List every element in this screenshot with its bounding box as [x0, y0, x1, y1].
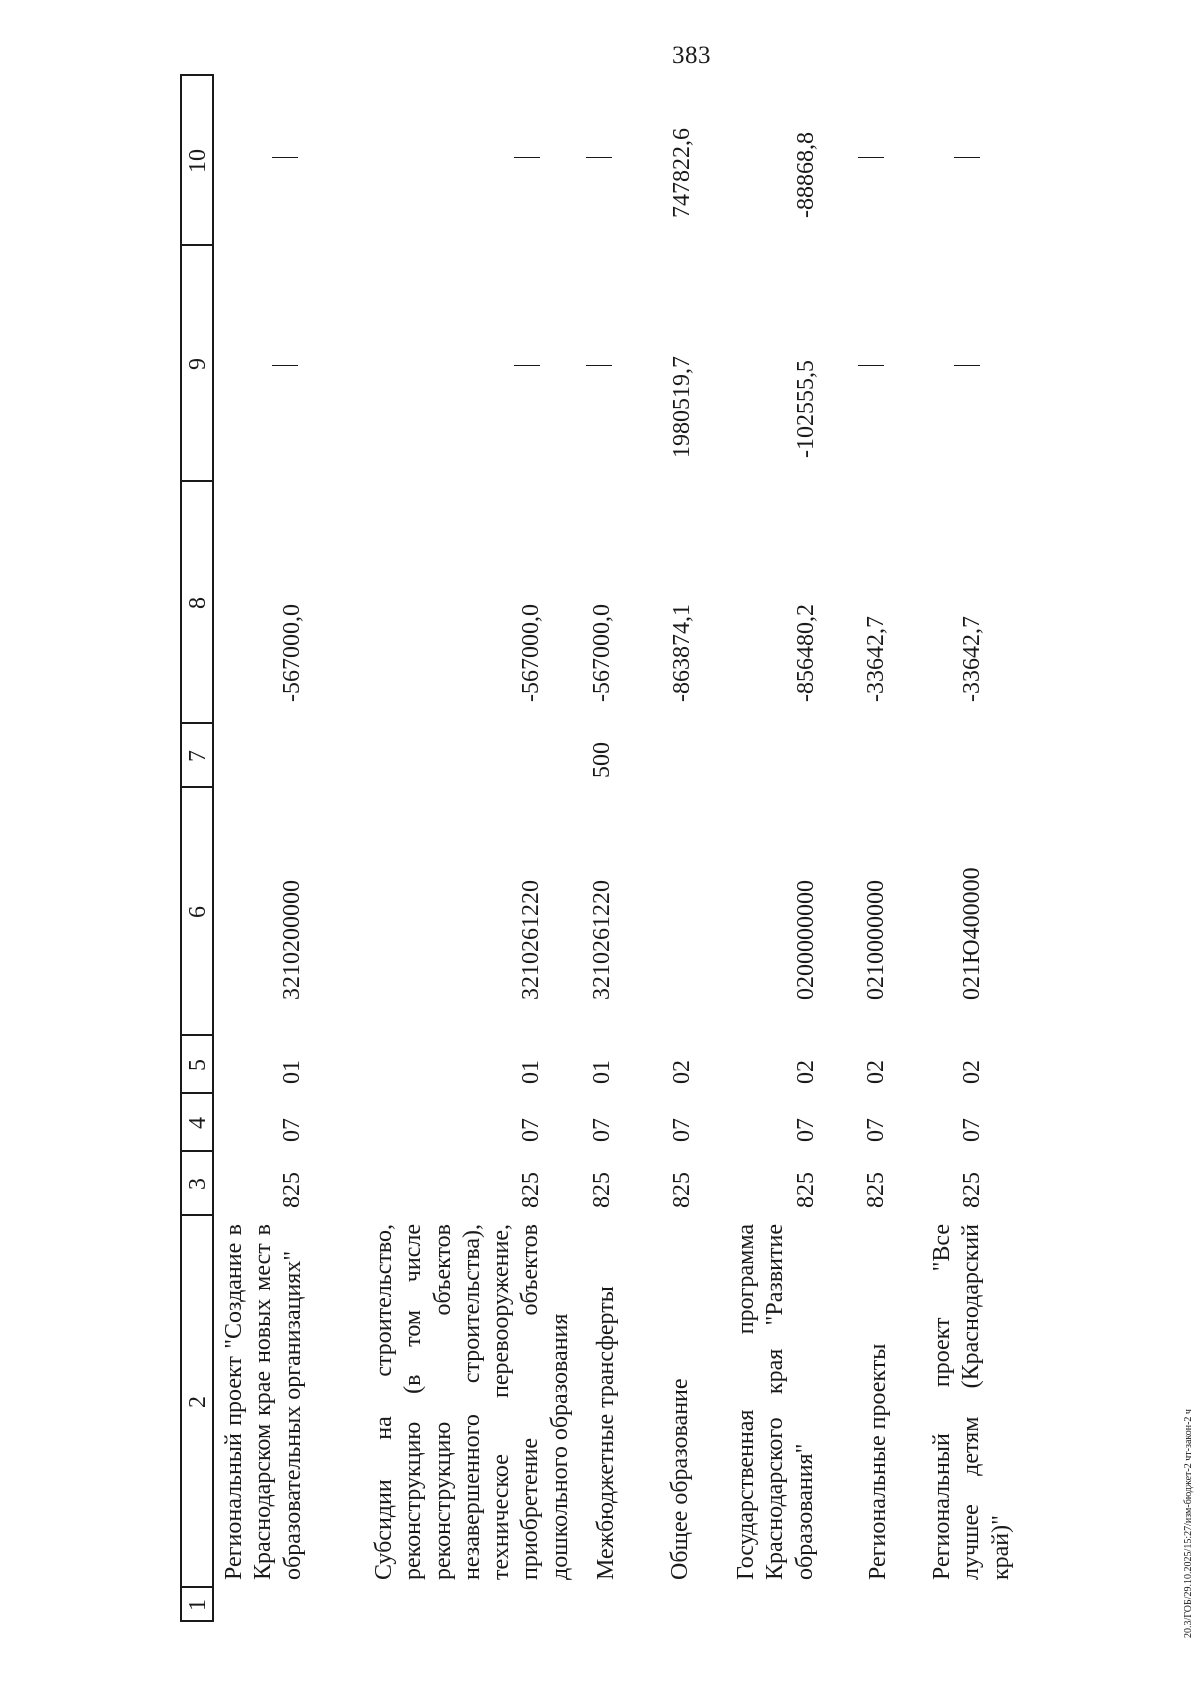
empty-dash [272, 157, 298, 158]
row-code-5: 02 [863, 1060, 889, 1084]
row-value-8: -863874,1 [669, 604, 695, 702]
row-code-6: 021Ю400000 [959, 867, 985, 1000]
row-code-3: 825 [279, 1172, 305, 1208]
empty-dash [954, 157, 980, 158]
row-code-6: 3210200000 [279, 880, 305, 1000]
row-code-5: 01 [518, 1060, 544, 1084]
row-code-5: 02 [959, 1060, 985, 1084]
empty-dash [586, 157, 612, 158]
row-name: Государственная программа Краснодарского края "Развитие образования" [733, 1224, 818, 1580]
empty-dash [514, 365, 540, 366]
row-code-5: 01 [589, 1060, 615, 1084]
row-value-8: -33642,7 [863, 616, 889, 702]
footer-code: 20.3/ГОБ/29.10.2025/15:27/изм-бюджет-2 чт-закон-2 ч [1183, 1409, 1194, 1638]
row-name: Региональный проект "Все лучшее детям (Краснодарский край)" [929, 1224, 1014, 1580]
row-value-8: -856480,2 [793, 604, 819, 702]
row-code-4: 07 [863, 1118, 889, 1142]
row-code-3: 825 [589, 1172, 615, 1208]
row-value-9: 1980519,7 [669, 356, 695, 458]
row-name: Межбюджетные трансферты [593, 1286, 619, 1580]
empty-dash [858, 365, 884, 366]
header-cell: 3 [185, 1178, 211, 1190]
empty-dash [858, 157, 884, 158]
row-value-8: -33642,7 [959, 616, 985, 702]
header-cell: 4 [185, 1117, 211, 1129]
row-code-3: 825 [518, 1172, 544, 1208]
row-code-4: 07 [518, 1118, 544, 1142]
row-code-3: 825 [669, 1172, 695, 1208]
row-value-8: -567000,0 [279, 604, 305, 702]
row-code-3: 825 [793, 1172, 819, 1208]
table-header [180, 74, 214, 1622]
header-cell: 5 [185, 1059, 211, 1071]
row-code-4: 07 [589, 1118, 615, 1142]
header-cell: 1 [185, 1599, 211, 1611]
header-cell: 9 [185, 358, 211, 370]
row-code-5: 01 [279, 1060, 305, 1084]
row-code-3: 825 [863, 1172, 889, 1208]
page-number: 383 [672, 42, 711, 69]
row-code-5: 02 [669, 1060, 695, 1084]
row-code-4: 07 [669, 1118, 695, 1142]
row-code-5: 02 [793, 1060, 819, 1084]
row-value-10: -88868,8 [793, 132, 819, 218]
row-code-3: 825 [959, 1172, 985, 1208]
header-cell: 10 [185, 149, 211, 173]
row-code-6: 0210000000 [863, 880, 889, 1000]
header-cell: 2 [185, 1396, 211, 1408]
header-cell: 7 [185, 750, 211, 762]
row-code-6: 0200000000 [793, 880, 819, 1000]
row-code-6: 3210261220 [518, 880, 544, 1000]
row-value-8: -567000,0 [518, 604, 544, 702]
row-code-7: 500 [589, 742, 615, 778]
row-code-6: 3210261220 [589, 880, 615, 1000]
header-cell: 8 [185, 597, 211, 609]
row-value-10: 747822,6 [669, 128, 695, 218]
row-name: Региональные проекты [865, 1343, 891, 1580]
row-name: Региональный проект "Создание в Краснодарском крае новых мест в образовательных организациях" [221, 1224, 306, 1580]
row-code-4: 07 [279, 1118, 305, 1142]
row-code-4: 07 [959, 1118, 985, 1142]
empty-dash [514, 157, 540, 158]
row-name: Субсидии на строительство, реконструкцию (в том числе реконструкцию объектов незавершенного строительства), техническое перевооружение, приобретение объектов дошкольного образования [371, 1224, 573, 1580]
empty-dash [272, 365, 298, 366]
row-value-8: -567000,0 [589, 604, 615, 702]
row-value-9: -102555,5 [793, 360, 819, 458]
header-cell: 6 [185, 906, 211, 918]
budget-table [180, 74, 1020, 1622]
empty-dash [586, 365, 612, 366]
row-code-4: 07 [793, 1118, 819, 1142]
empty-dash [954, 365, 980, 366]
row-name: Общее образование [667, 1378, 693, 1580]
